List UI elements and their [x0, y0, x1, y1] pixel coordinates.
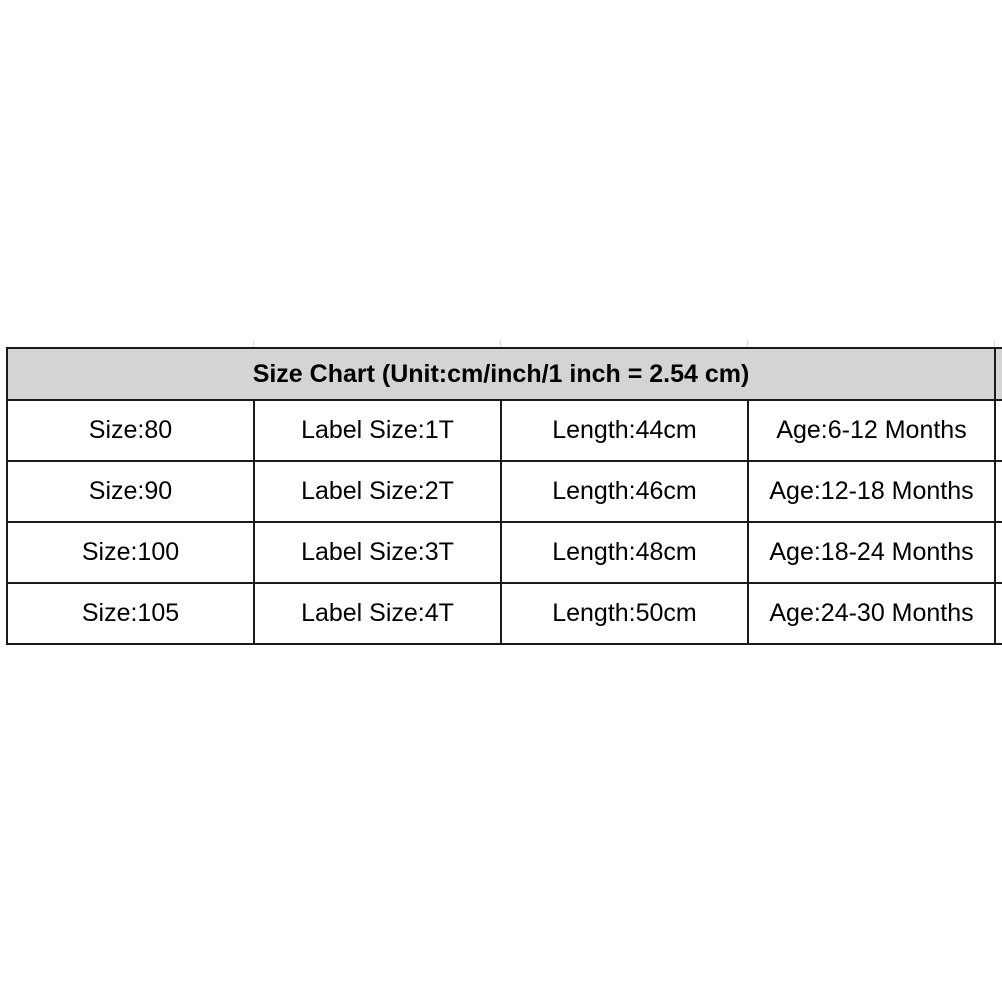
label-size-cell: Label Size:4T	[254, 583, 501, 644]
age-cell: Age:6-12 Months	[748, 400, 995, 461]
age-cell: Age:24-30 Months	[748, 583, 995, 644]
table-header-row	[7, 348, 1002, 400]
length-cell: Length:50cm	[501, 583, 748, 644]
label-size-cell: Label Size:2T	[254, 461, 501, 522]
table-row	[7, 583, 1002, 644]
table-row	[7, 522, 1002, 583]
table-edge-cell	[995, 461, 1002, 522]
length-cell: Length:44cm	[501, 400, 748, 461]
label-size-cell: Label Size:1T	[254, 400, 501, 461]
size-cell: Size:105	[7, 583, 254, 644]
age-cell: Age:18-24 Months	[748, 522, 995, 583]
table-edge-cell	[995, 522, 1002, 583]
length-cell: Length:48cm	[501, 522, 748, 583]
table-row	[7, 461, 1002, 522]
label-size-cell: Label Size:3T	[254, 522, 501, 583]
size-cell: Size:80	[7, 400, 254, 461]
table-edge-cell	[995, 348, 1002, 400]
size-chart-table	[6, 347, 1002, 645]
age-cell: Age:12-18 Months	[748, 461, 995, 522]
table-row	[7, 400, 1002, 461]
size-cell: Size:100	[7, 522, 254, 583]
length-cell: Length:46cm	[501, 461, 748, 522]
size-chart-title: Size Chart (Unit:cm/inch/1 inch = 2.54 cm)	[7, 348, 995, 400]
table-edge-cell	[995, 400, 1002, 461]
size-cell: Size:90	[7, 461, 254, 522]
table-edge-cell	[995, 583, 1002, 644]
